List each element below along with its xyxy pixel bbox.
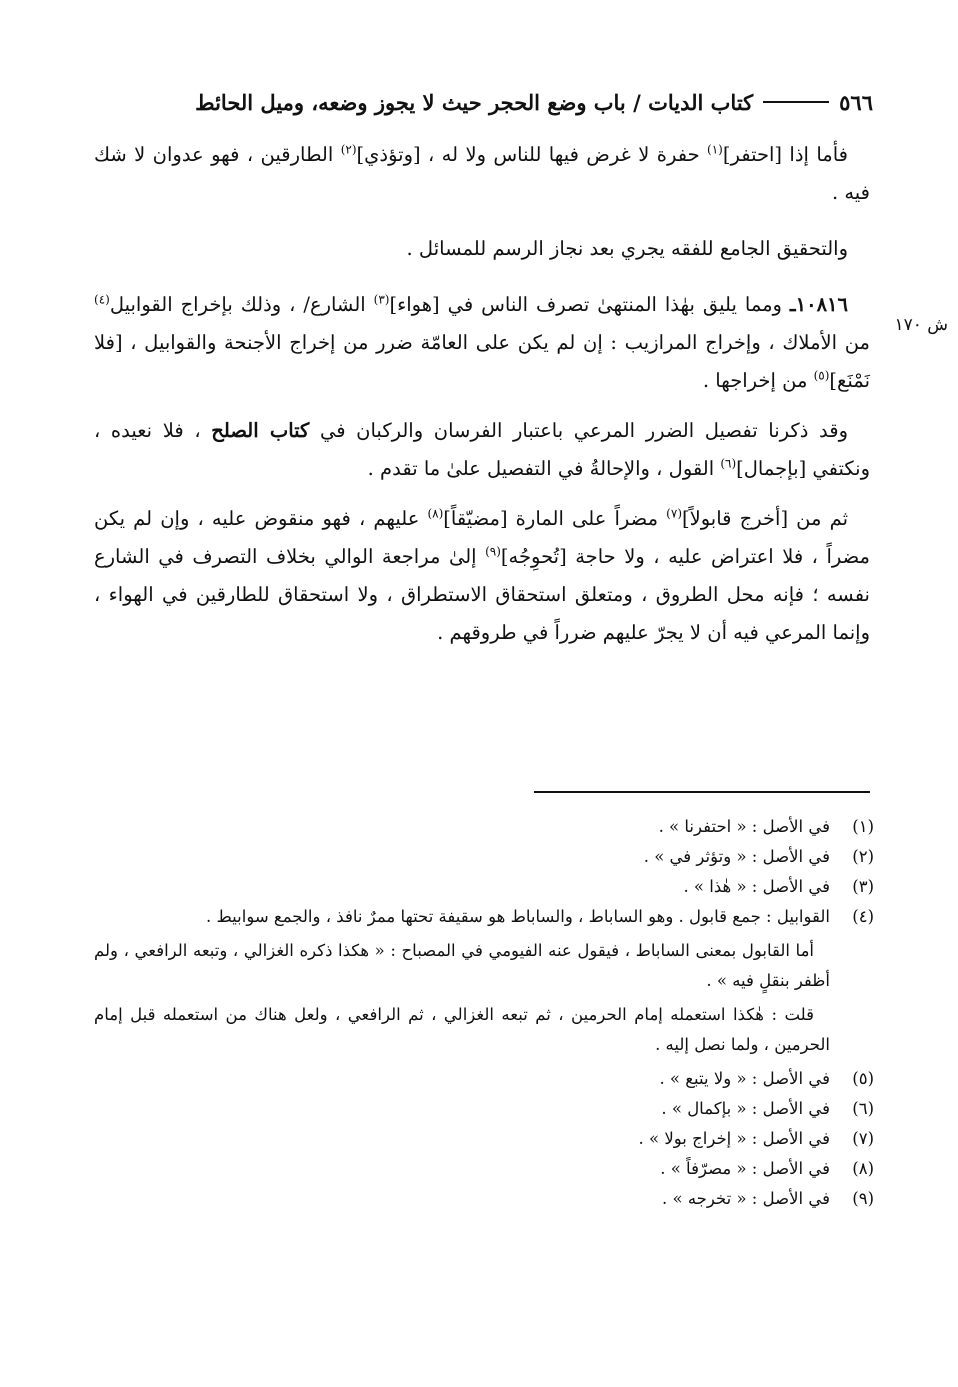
footnote-item <box>94 842 874 872</box>
footnote-separator <box>534 791 870 793</box>
footnote-ref-8: (٨) <box>427 506 444 521</box>
footnote-item <box>94 872 874 902</box>
footnote-ref-1: (١) <box>707 142 723 157</box>
book-reference: كتاب الصلح <box>211 419 310 442</box>
footnote-item <box>94 1154 874 1184</box>
footnote-number: (٥) <box>852 1069 874 1088</box>
footnote-number: (١) <box>852 817 874 836</box>
paragraph-5 <box>94 500 870 652</box>
text-span: الطارقين ، فهو عدوان لا شك فيه . <box>94 143 870 204</box>
text-span: ومما يليق بهٰذا المنتهىٰ تصرف الناس في [هواء] <box>389 293 790 316</box>
footnote-text: في الأصل : « بإكمال » . <box>661 1099 830 1118</box>
text-span: عليهم ، فهو منقوض عليه ، وإن لم يكن مضراً ، فلا اعتراض عليه ، ولا حاجة [تُحوِجُه] <box>94 507 870 568</box>
footnote-item <box>94 1064 874 1094</box>
text-span: القول ، والإحالةُ في التفصيل علىٰ ما تقدم . <box>367 457 721 480</box>
text-span: فأما إذا [احتفر] <box>722 143 848 166</box>
text-span: من الأملاك ، وإخراج المرازيب : إن لم يكن على العامّة ضرر من إخراج الأجنحة والقوابيل ، [فلا نَمْنَع] <box>94 331 870 392</box>
footnote-number: (٩) <box>852 1189 874 1208</box>
margin-folio-note: ش ١٧٠ <box>894 315 948 335</box>
footnote-ref-7: (٧) <box>666 506 682 521</box>
text-span: ثم من [أخرج قابولاً] <box>682 507 849 530</box>
text-span: من إخراجها . <box>702 369 814 392</box>
footnote-text: في الأصل : « ولا يتبع » . <box>659 1069 830 1088</box>
paragraph-4 <box>94 412 870 488</box>
footnote-ref-3: (٣) <box>373 292 390 307</box>
footnote-number: (٣) <box>852 877 874 896</box>
footnotes <box>94 812 874 1214</box>
footnote-text: في الأصل : « وتؤثر في » . <box>643 847 830 866</box>
header-title: كتاب الديات / باب وضع الحجر حيث لا يجوز وضعه، وميل الحائط <box>195 89 754 115</box>
footnote-continuation: أما القابول بمعنى الساباط ، فيقول عنه الفيومي في المصباح : « هكذا ذكره الغزالي ، وتبعه الرافعي ، ولم أظفر بنقلٍ فيه » . <box>94 941 830 990</box>
footnote-number: (٢) <box>852 847 874 866</box>
paragraph-1 <box>94 136 870 212</box>
footnote-number: (٧) <box>852 1129 874 1148</box>
text-span: ، فلا نعيده ، ونكتفي [بإجمال] <box>94 419 870 480</box>
footnote-number: (٦) <box>852 1099 874 1118</box>
footnote-ref-9: (٩) <box>485 544 501 559</box>
text-span: الشارع/ ، وذلك بإخراج القوابيل <box>109 293 374 316</box>
footnote-continuation: قلت : هٰكذا استعمله إمام الحرمين ، ثم تبعه الغزالي ، ثم الرافعي ، ولعل هناك من استعمله قبل إمام الحرمين ، ولما نصل إليه . <box>94 1005 830 1054</box>
footnote-text: في الأصل : « تخرجه » . <box>662 1189 830 1208</box>
footnote-item <box>94 1094 874 1124</box>
paragraph-3 <box>94 286 870 400</box>
running-header <box>95 84 873 120</box>
issue-number: ١٠٨١٦ـ <box>789 293 848 316</box>
footnote-number: (٨) <box>852 1159 874 1178</box>
footnote-text: القوابيل : جمع قابول . وهو الساباط ، والساباط هو سقيفة تحتها ممرٌ نافذ ، والجمع سوابيط . <box>206 907 830 926</box>
footnote-text: في الأصل : « هٰذا » . <box>683 877 830 896</box>
footnote-ref-6: (٦) <box>720 456 737 471</box>
text-span: مضراً على المارة [مضيّقاً] <box>443 507 667 530</box>
footnote-item <box>94 1184 874 1214</box>
footnote-text: في الأصل : « احتفرنا » . <box>658 817 830 836</box>
text-span: إلىٰ مراجعة الوالي بخلاف التصرف في الشارع نفسه ؛ فإنه محل الطروق ، ومتعلق استحقاق الاستطراق ، ولا استحقاق للطارقين في الهواء ، وإنما المرعي فيه أن لا يجرّ عليهم ضرراً في طروقهم . <box>94 545 870 644</box>
footnote-ref-2: (٢) <box>340 142 357 157</box>
footnote-text: في الأصل : « إخراج بولا » . <box>638 1129 830 1148</box>
footnote-item <box>94 1124 874 1154</box>
text-span: وقد ذكرنا تفصيل الضرر المرعي باعتبار الفرسان والركبان في <box>309 419 848 442</box>
page-number: ٥٦٦ <box>839 89 873 115</box>
footnote-item <box>94 812 874 842</box>
footnote-text: في الأصل : « مصرّفاً » . <box>660 1159 830 1178</box>
footnote-ref-5: (٥) <box>813 368 830 383</box>
footnote-item <box>94 902 874 932</box>
header-rule <box>763 101 829 103</box>
paragraph-2: والتحقيق الجامع للفقه يجري بعد نجاز الرسم للمسائل . <box>406 237 848 260</box>
main-text <box>94 136 870 664</box>
footnote-ref-4: (٤) <box>94 292 110 307</box>
footnote-number: (٤) <box>852 907 874 926</box>
text-span: حفرة لا غرض فيها للناس ولا له ، [وتؤذي] <box>356 143 708 166</box>
